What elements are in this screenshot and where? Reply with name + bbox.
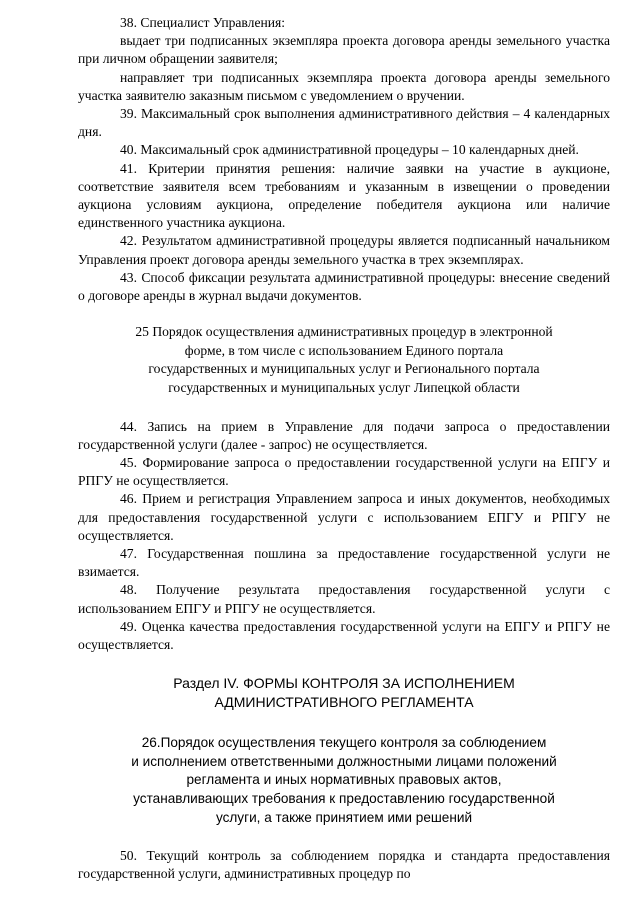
heading-line: Раздел IV. ФОРМЫ КОНТРОЛЯ ЗА ИСПОЛНЕНИЕМ bbox=[173, 675, 515, 692]
heading-line: 25 Порядок осуществления административных процедур в электронной bbox=[135, 324, 553, 340]
paragraph: 41. Критерии принятия решения: наличие заявки на участие в аукционе, соответствие заявителя всем требованиям и указанным в извещении о проведении аукциона условиям аукциона, определение победителя аукциона или наличие единственного участника аукциона. bbox=[78, 160, 610, 231]
heading-line: государственных и муниципальных услуг и Регионального портала bbox=[148, 361, 540, 377]
heading-line: АДМИНИСТРАТИВНОГО РЕГЛАМЕНТА bbox=[214, 694, 474, 711]
paragraph-block-38-43 bbox=[78, 14, 610, 305]
paragraph: 50. Текущий контроль за соблюдением порядка и стандарта предоставления государственной услуги, административных процедур по bbox=[78, 848, 610, 882]
paragraph: 42. Результатом административной процедуры является подписанный начальником Управления проект договора аренды земельного участка в трех экземплярах. bbox=[78, 233, 610, 267]
paragraph: выдает три подписанных экземпляра проекта договора аренды земельного участка при личном обращении заявителя; bbox=[78, 33, 610, 67]
section-heading-iv bbox=[78, 674, 610, 712]
paragraph-block-44-49 bbox=[78, 418, 610, 655]
heading-25 bbox=[78, 323, 610, 397]
paragraph: 40. Максимальный срок административной процедуры – 10 календарных дней. bbox=[120, 142, 579, 158]
paragraph: 47. Государственная пошлина за предоставление государственной услуги не взимается. bbox=[78, 546, 610, 580]
heading-line: 26.Порядок осуществления текущего контроля за соблюдением bbox=[141, 735, 547, 751]
heading-line: государственных и муниципальных услуг Липецкой области bbox=[168, 380, 520, 396]
paragraph: 39. Максимальный срок выполнения административного действия – 4 календарных дня. bbox=[78, 106, 610, 140]
heading-line: и исполнением ответственными должностными лицами положений bbox=[131, 753, 557, 769]
paragraph: 49. Оценка качества предоставления государственной услуги на ЕПГУ и РПГУ не осуществляется. bbox=[78, 618, 610, 653]
paragraph: 45. Формирование запроса о предоставлении государственной услуги на ЕПГУ и РПГУ не осуществляется. bbox=[78, 455, 610, 489]
paragraph: 44. Запись на прием в Управление для подачи запроса о предоставлении государственной услуги (далее - запрос) не осуществляется. bbox=[78, 418, 610, 452]
heading-line: услуги, а также принятием ими решений bbox=[215, 809, 473, 825]
heading-line: устанавливающих требования к предоставлению государственной bbox=[133, 791, 555, 807]
heading-line: форме, в том числе с использованием Единого портала bbox=[184, 342, 504, 358]
heading-line: регламента и иных нормативных правовых актов, bbox=[186, 772, 502, 788]
paragraph: 48. Получение результата предоставления государственной услуги с использованием ЕПГУ и РПГУ не осуществляется. bbox=[78, 582, 610, 616]
paragraph: направляет три подписанных экземпляра проекта договора аренды земельного участка заявителю заказным письмом с уведомлением о вручении. bbox=[78, 69, 610, 103]
paragraph: 43. Способ фиксации результата административной процедуры: внесение сведений о договоре аренды в журнал выдачи документов. bbox=[78, 269, 610, 304]
paragraph: 38. Специалист Управления: bbox=[120, 15, 286, 30]
heading-26 bbox=[78, 734, 610, 827]
paragraph: 46. Прием и регистрация Управлением запроса и иных документов, необходимых для предоставления государственной услуги с использованием ЕПГУ и РПГУ не осуществляется. bbox=[78, 491, 610, 543]
paragraph-block-50 bbox=[78, 847, 610, 883]
